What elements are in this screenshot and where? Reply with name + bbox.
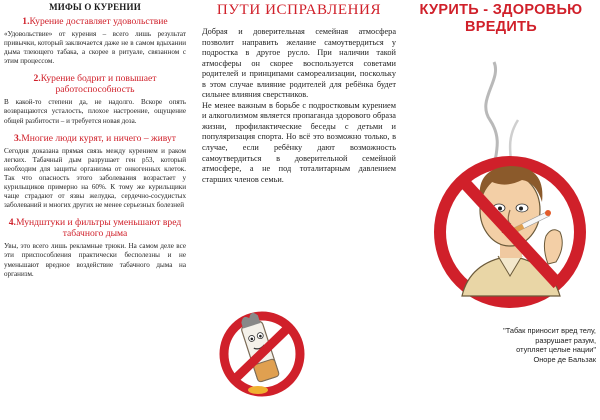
quote-line: разрушает разум, bbox=[535, 335, 596, 345]
myth-text: «Удовольствие» от курения – всего лишь результат привычки, который заключается даже не в самом вдыхании дыма тлеющего табака, а скорее в ритуале, связанном с этим процессом. bbox=[4, 30, 186, 66]
myth-2 bbox=[4, 73, 186, 125]
myth-1 bbox=[4, 16, 186, 66]
myth-text: Сегодня доказана прямая связь между курением и раком легких. Табачный дым разрушает ген p53, который необходим для защиты организма от онкогенных клеток. Так что опасность этого заболевания возрастает у курильщиков примерно на 60%. К тому же курильщики чаще страдают от язвы желудка, сердечно-сосудистых заболеваний и многих других не менее серьезных болезней bbox=[4, 146, 186, 210]
myth-number: 4. bbox=[8, 217, 16, 229]
poster-title: КУРИТЬ - ЗДОРОВЬЮ ВРЕДИТЬ bbox=[419, 2, 583, 35]
myth-title: Курение доставляет удовольствие bbox=[29, 16, 168, 27]
no-smoking-man-icon bbox=[410, 50, 598, 312]
solutions-paragraph: Добрая и доверительная семейная атмосфера позволит направить желание самоутвердиться у подростка в другое русло. При наличии такой атмосферы он скорее воспользуется советами родителей и принципами самореализации, поскольку в этом случае влияние родителей для ребёнка будет сильнее влияния сверстников. bbox=[202, 27, 396, 100]
myths-heading: МИФЫ О КУРЕНИИ bbox=[49, 2, 141, 12]
quote-line: отупляет целые нации" bbox=[516, 345, 596, 355]
myth-text: Увы, это всего лишь рекламные трюки. На самом деле все эти приспособления практически бесполезны и не уменьшают вредное воздействие табачного дыма на организм. bbox=[4, 242, 186, 278]
myth-4 bbox=[4, 217, 186, 278]
myth-number: 2. bbox=[33, 73, 41, 85]
solutions-title: ПУТИ ИСПРАВЛЕНИЯ bbox=[216, 2, 382, 18]
no-smoking-cigarette-icon bbox=[212, 300, 312, 400]
quote bbox=[406, 326, 596, 364]
myth-title: Многие люди курят, и ничего – живут bbox=[21, 132, 176, 144]
quote-line: "Табак приносит вред телу, bbox=[503, 326, 596, 335]
myth-3 bbox=[4, 133, 186, 211]
myth-title: Курение бодрит и повышает работоспособность bbox=[40, 73, 157, 96]
solutions-paragraph: Не менее важным в борьбе с подростковым курением и алкоголизмом является пропаганда здорового образа жизни, профилактические беседы с детьми и популяризация спорта. Но всё это возможно только, в случае, если ребёнку дают возможность самоутвердиться в доверительной семейной атмосфере, а не под тоталитарным давлением старших членов семьи. bbox=[202, 100, 396, 184]
quote-author: Оноре де Бальзак bbox=[533, 354, 596, 364]
myth-number: 3. bbox=[14, 132, 22, 144]
myths-column bbox=[0, 0, 192, 420]
myth-text: В какой-то степени да, не надолго. Вскоре опять возвращаются усталость, плохое настроение, ощущение общей разбитости – и требуется новая доза. bbox=[4, 98, 186, 125]
myth-title: Мундштуки и фильтры уменьшают вред табачного дыма bbox=[15, 217, 182, 240]
myth-number: 1. bbox=[22, 16, 30, 27]
